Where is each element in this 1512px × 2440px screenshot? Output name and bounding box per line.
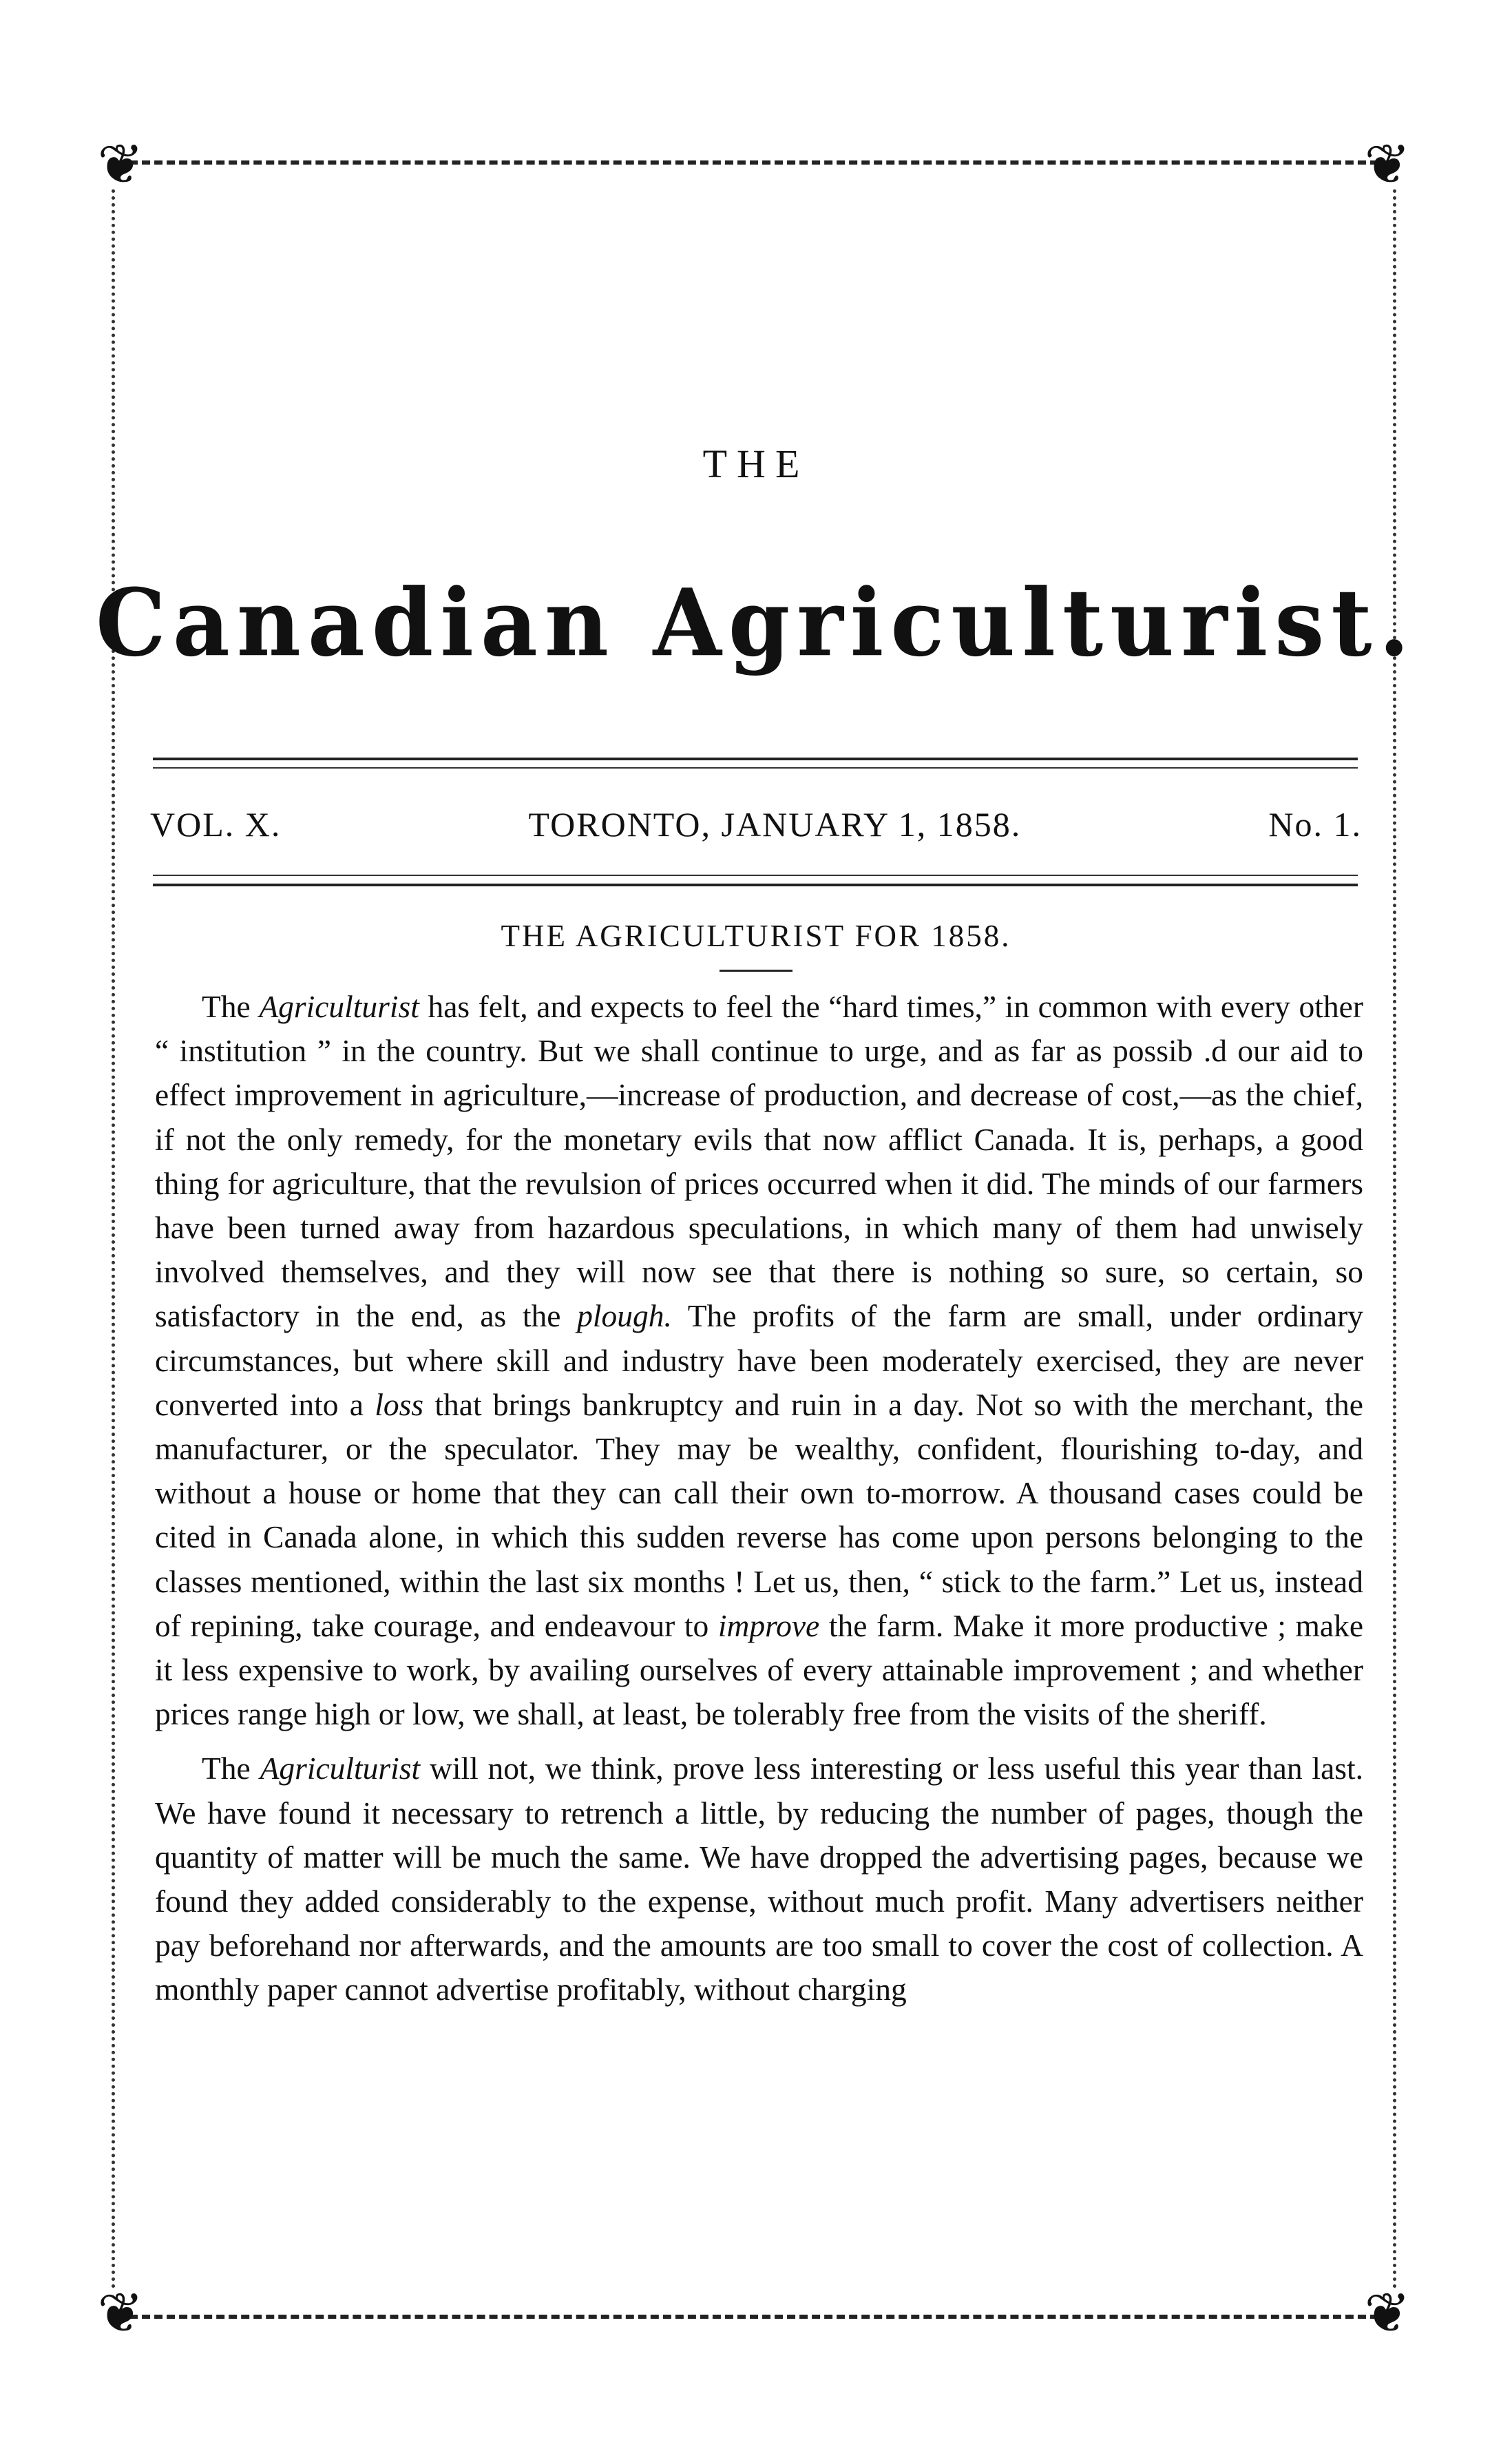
border-top <box>117 160 1391 165</box>
masthead-article: THE <box>702 441 810 486</box>
title-rule <box>720 970 792 972</box>
article-body <box>155 985 1363 2012</box>
italic-text: loss <box>375 1386 424 1422</box>
volume-label: VOL. X. <box>150 805 282 844</box>
header-rule-top-thin <box>153 767 1358 769</box>
paragraph: The Agriculturist will not, we think, prove less interesting or less useful this year than last. We have found it necessary to retrench a little, by reducing the number of pages, though the quantity of matter will be much the same. We have dropped the advertising pages, because we found they added considerably to the expense, without much profit. Many advertisers neither pay beforehand nor afterwards, and the amounts are too small to cover the cost of collection. A monthly paper cannot advertise profitably, without charging <box>155 1751 1363 2008</box>
header-rule-bottom <box>153 884 1358 886</box>
masthead-title: Canadian Agriculturist. <box>96 569 1416 678</box>
header-rule-top <box>153 758 1358 760</box>
italic-text: improve <box>717 1607 820 1643</box>
header-rule-bottom-thin <box>153 875 1358 876</box>
italic-text: Agriculturist <box>259 989 419 1024</box>
corner-ornament-icon: ❦ <box>1364 135 1411 196</box>
issue-number: No. 1. <box>1268 805 1362 844</box>
corner-ornament-icon: ❦ <box>97 2284 144 2344</box>
place-date: TORONTO, JANUARY 1, 1858. <box>528 805 1022 844</box>
issue-line <box>150 804 1362 844</box>
paragraph: The Agriculturist has felt, and expects to feel the “hard times,” in common with every other “ institution ” in the country. But we shall continue to urge, and as far as possib .d our aid to effect improvement in agriculture,—increase of production, and decrease of cost,—as the chief, if not the only remedy, for the monetary evils that now afflict Canada. It is, perhaps, a good thing for agriculture, that the revulsion of prices occurred when it did. The minds of our farmers have been turned away from hazardous speculations, in which many of them had unwisely involved themselves, and they will now see that there is nothing so sure, so certain, so satisfactory in the end, as the plough. The profits of the farm are small, under ordinary circumstances, but where skill and industry have been moderately exercised, they are never converted into a loss that brings bankruptcy and ruin in a day. Not so with the merchant, the manufacturer, or the speculator. They may be wealthy, confident, flourishing to-day, and without a house or home that they can call their own to-morrow. A thousand cases could be cited in Canada alone, in which this sudden reverse has come upon persons belonging to the classes mentioned, within the last six months ! Let us, then, “ stick to the farm.” Let us, instead of repining, take courage, and endeavour to improve the farm. Make it more productive ; make it less expensive to work, by availing ourselves of every attainable improvement ; and whether prices range high or low, we shall, at least, be tolerably free from the visits of the sheriff. <box>155 989 1364 1732</box>
article-title: THE AGRICULTURIST FOR 1858. <box>501 919 1011 953</box>
italic-text: Agriculturist <box>260 1751 421 1786</box>
italic-text: plough. <box>577 1298 672 1334</box>
corner-ornament-icon: ❦ <box>1364 2284 1411 2344</box>
border-bottom <box>117 2315 1391 2319</box>
border-left <box>112 189 115 2290</box>
border-right <box>1393 189 1396 2290</box>
corner-ornament-icon: ❦ <box>97 135 144 196</box>
